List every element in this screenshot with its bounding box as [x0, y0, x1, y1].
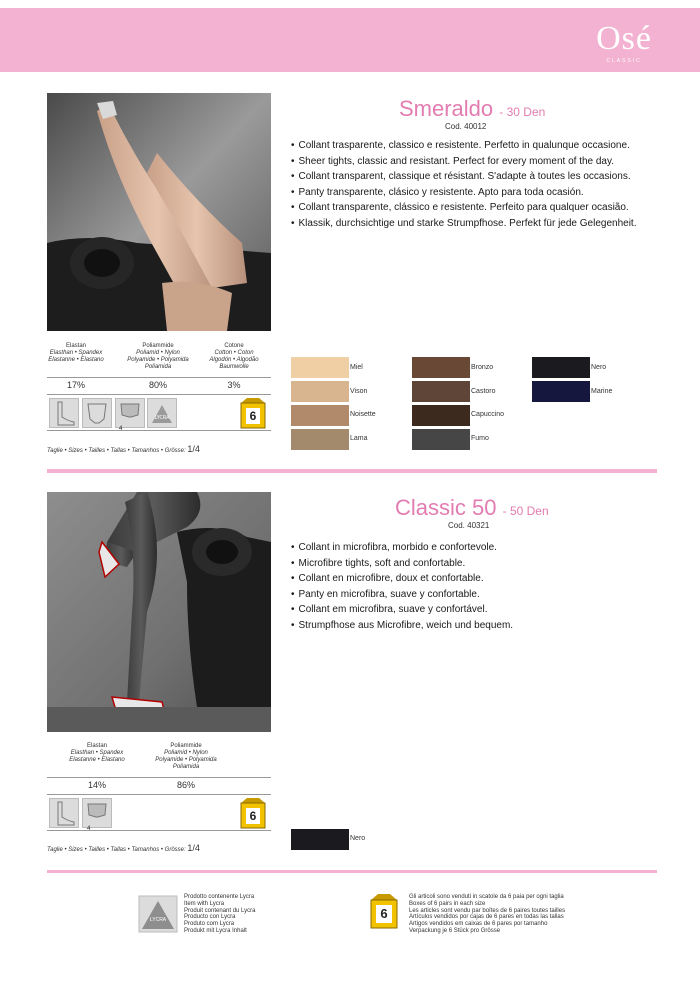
lycra-icon — [147, 398, 177, 428]
box-of-six-icon — [239, 397, 267, 429]
description-line: • Collant en microfibre, doux et confortable. — [291, 571, 513, 587]
composition-fiber: Elastan Elasthan • Spandex Elastanne • Elastano — [48, 343, 104, 363]
product-title — [395, 495, 549, 521]
lycra-badge-text: LYCRA — [149, 917, 167, 923]
color-name: Bronzo — [471, 364, 494, 371]
composition-fiber: Elastan Elasthan • Spandex Elastanne • Elastano — [69, 743, 125, 763]
product-photo-classic-50 — [47, 492, 271, 732]
lycra-legend-icon — [138, 895, 178, 933]
description-line: • Panty transparente, clásico y resistente. Apto para toda ocasión. — [291, 185, 636, 201]
product-title — [399, 96, 545, 122]
color-swatch — [291, 357, 349, 378]
description-line: • Strumpfhose aus Microfibre, weich und bequem. — [291, 618, 513, 634]
color-name: Marine — [591, 388, 613, 395]
box-count: 6 — [249, 809, 257, 823]
sizes-info — [47, 843, 200, 853]
color-name: Miel — [350, 364, 363, 371]
color-swatch — [291, 429, 349, 450]
product-name: Classic 50 — [395, 495, 497, 520]
care-icons-row — [47, 794, 271, 831]
color-swatch — [412, 381, 470, 402]
description-line: • Panty en microfibra, suave y confortable. — [291, 587, 513, 603]
product-denier: - 30 Den — [499, 105, 546, 119]
composition-table — [47, 343, 271, 391]
composition-fiber: Poliammide Poliamid • Nylon Polyamide • Polyamida Poliamida — [127, 343, 189, 370]
color-name: Noisette — [350, 411, 376, 418]
product-denier: - 50 Den — [502, 504, 549, 518]
product-description — [291, 540, 513, 633]
box-of-six-icon — [239, 797, 267, 829]
brand-logo — [596, 22, 652, 64]
description-line: • Klassik, durchsichtige und starke Strumpfhose. Perfekt für jede Gelegenheit. — [291, 216, 636, 232]
composition-table — [47, 743, 271, 791]
color-name: Fumo — [471, 435, 489, 442]
care-icons-row — [47, 394, 271, 431]
description-line: • Collant in microfibra, morbido e confortevole. — [291, 540, 513, 556]
product-photo-smeraldo — [47, 93, 271, 331]
sizes-label: Taglie • Sizes • Tailles • Tallas • Tamanhos • Grösse: — [47, 448, 186, 454]
product-code: Cod. 40321 — [448, 521, 490, 530]
composition-percent: 17% — [66, 380, 85, 390]
product-code: Cod. 40012 — [445, 122, 487, 131]
color-swatch — [412, 405, 470, 426]
sizes-label: Taglie • Sizes • Tailles • Tallas • Tamanhos • Grösse: — [47, 847, 186, 853]
description-line: • Collant transparent, classique et résistant. S'adapte à toutes les occasions. — [291, 169, 636, 185]
box-legend-icon — [369, 893, 399, 929]
color-name: Castoro — [471, 388, 496, 395]
color-name: Lama — [350, 435, 368, 442]
section-divider — [47, 870, 657, 873]
composition-percent: 3% — [227, 380, 241, 390]
color-swatch — [291, 829, 349, 850]
box-legend-text: Gli articoli sono venduti in scatole da 6 paia per ogni taglia Boxes of 6 pairs in each size Les articles sont vendu par boîtes de 6 paires toutes tailles Artículos vendidos por cajas de 6 pares en todas las tallas Artigos vendidos em caixas de 6 pares por tamanho Verpackung je 6 Stück pro Grösse — [409, 894, 566, 934]
foot-icon — [49, 398, 79, 428]
brand-subtitle: CLASSIC — [606, 58, 642, 64]
box-count: 6 — [249, 409, 257, 423]
composition-fiber: Cotone Cotton • Coton Algodón • Algodão Baumwolle — [209, 343, 259, 370]
size-number: 4 — [87, 826, 91, 832]
header-band — [0, 8, 700, 72]
product-name: Smeraldo — [399, 96, 494, 121]
color-name: Vison — [350, 388, 368, 395]
description-line: • Collant transparente, clássico e resistente. Perfeito para qualquer ocasião. — [291, 200, 636, 216]
brief-icon — [82, 398, 112, 428]
brand-name: Osé — [596, 20, 652, 57]
svg-text:LYCRA: LYCRA — [154, 415, 170, 421]
description-line: • Sheer tights, classic and resistant. Perfect for every moment of the day. — [291, 154, 636, 170]
color-swatch — [532, 381, 590, 402]
color-swatch — [532, 357, 590, 378]
color-swatch — [412, 357, 470, 378]
sizes-info — [47, 444, 200, 454]
color-name: Capuccino — [471, 411, 505, 418]
panty-icon — [115, 398, 145, 428]
sizes-value: 1/4 — [187, 444, 200, 454]
color-name: Nero — [350, 835, 366, 842]
description-line: • Collant trasparente, classico e resistente. Perfetto in qualunque occasione. — [291, 138, 636, 154]
lycra-legend-text: Prodotto contenente Lycra Item with Lycra Produit contenant du Lycra Producto con Lycra Produto com Lycra Produkt mit Lycra Inhalt — [184, 894, 256, 934]
composition-fiber: Poliammide Poliamid • Nylon Polyamide • Polyamida Poliamida — [155, 743, 217, 770]
composition-percent: 86% — [176, 780, 195, 790]
sizes-value: 1/4 — [187, 843, 200, 853]
product-description — [291, 138, 636, 231]
description-line: • Collant em microfibra, suave y confortável. — [291, 602, 513, 618]
color-swatch — [412, 429, 470, 450]
foot-icon — [49, 798, 79, 828]
box-legend-count: 6 — [380, 906, 388, 921]
composition-percentages — [47, 377, 271, 391]
composition-percent: 80% — [148, 380, 167, 390]
color-name: Nero — [591, 364, 607, 371]
panty-icon — [82, 798, 112, 828]
color-swatch — [291, 405, 349, 426]
composition-percent: 14% — [87, 780, 106, 790]
color-swatch — [291, 381, 349, 402]
section-divider — [47, 469, 657, 473]
description-line: • Microfibre tights, soft and confortable. — [291, 556, 513, 572]
composition-percentages — [47, 777, 271, 791]
size-number: 4 — [119, 426, 123, 432]
